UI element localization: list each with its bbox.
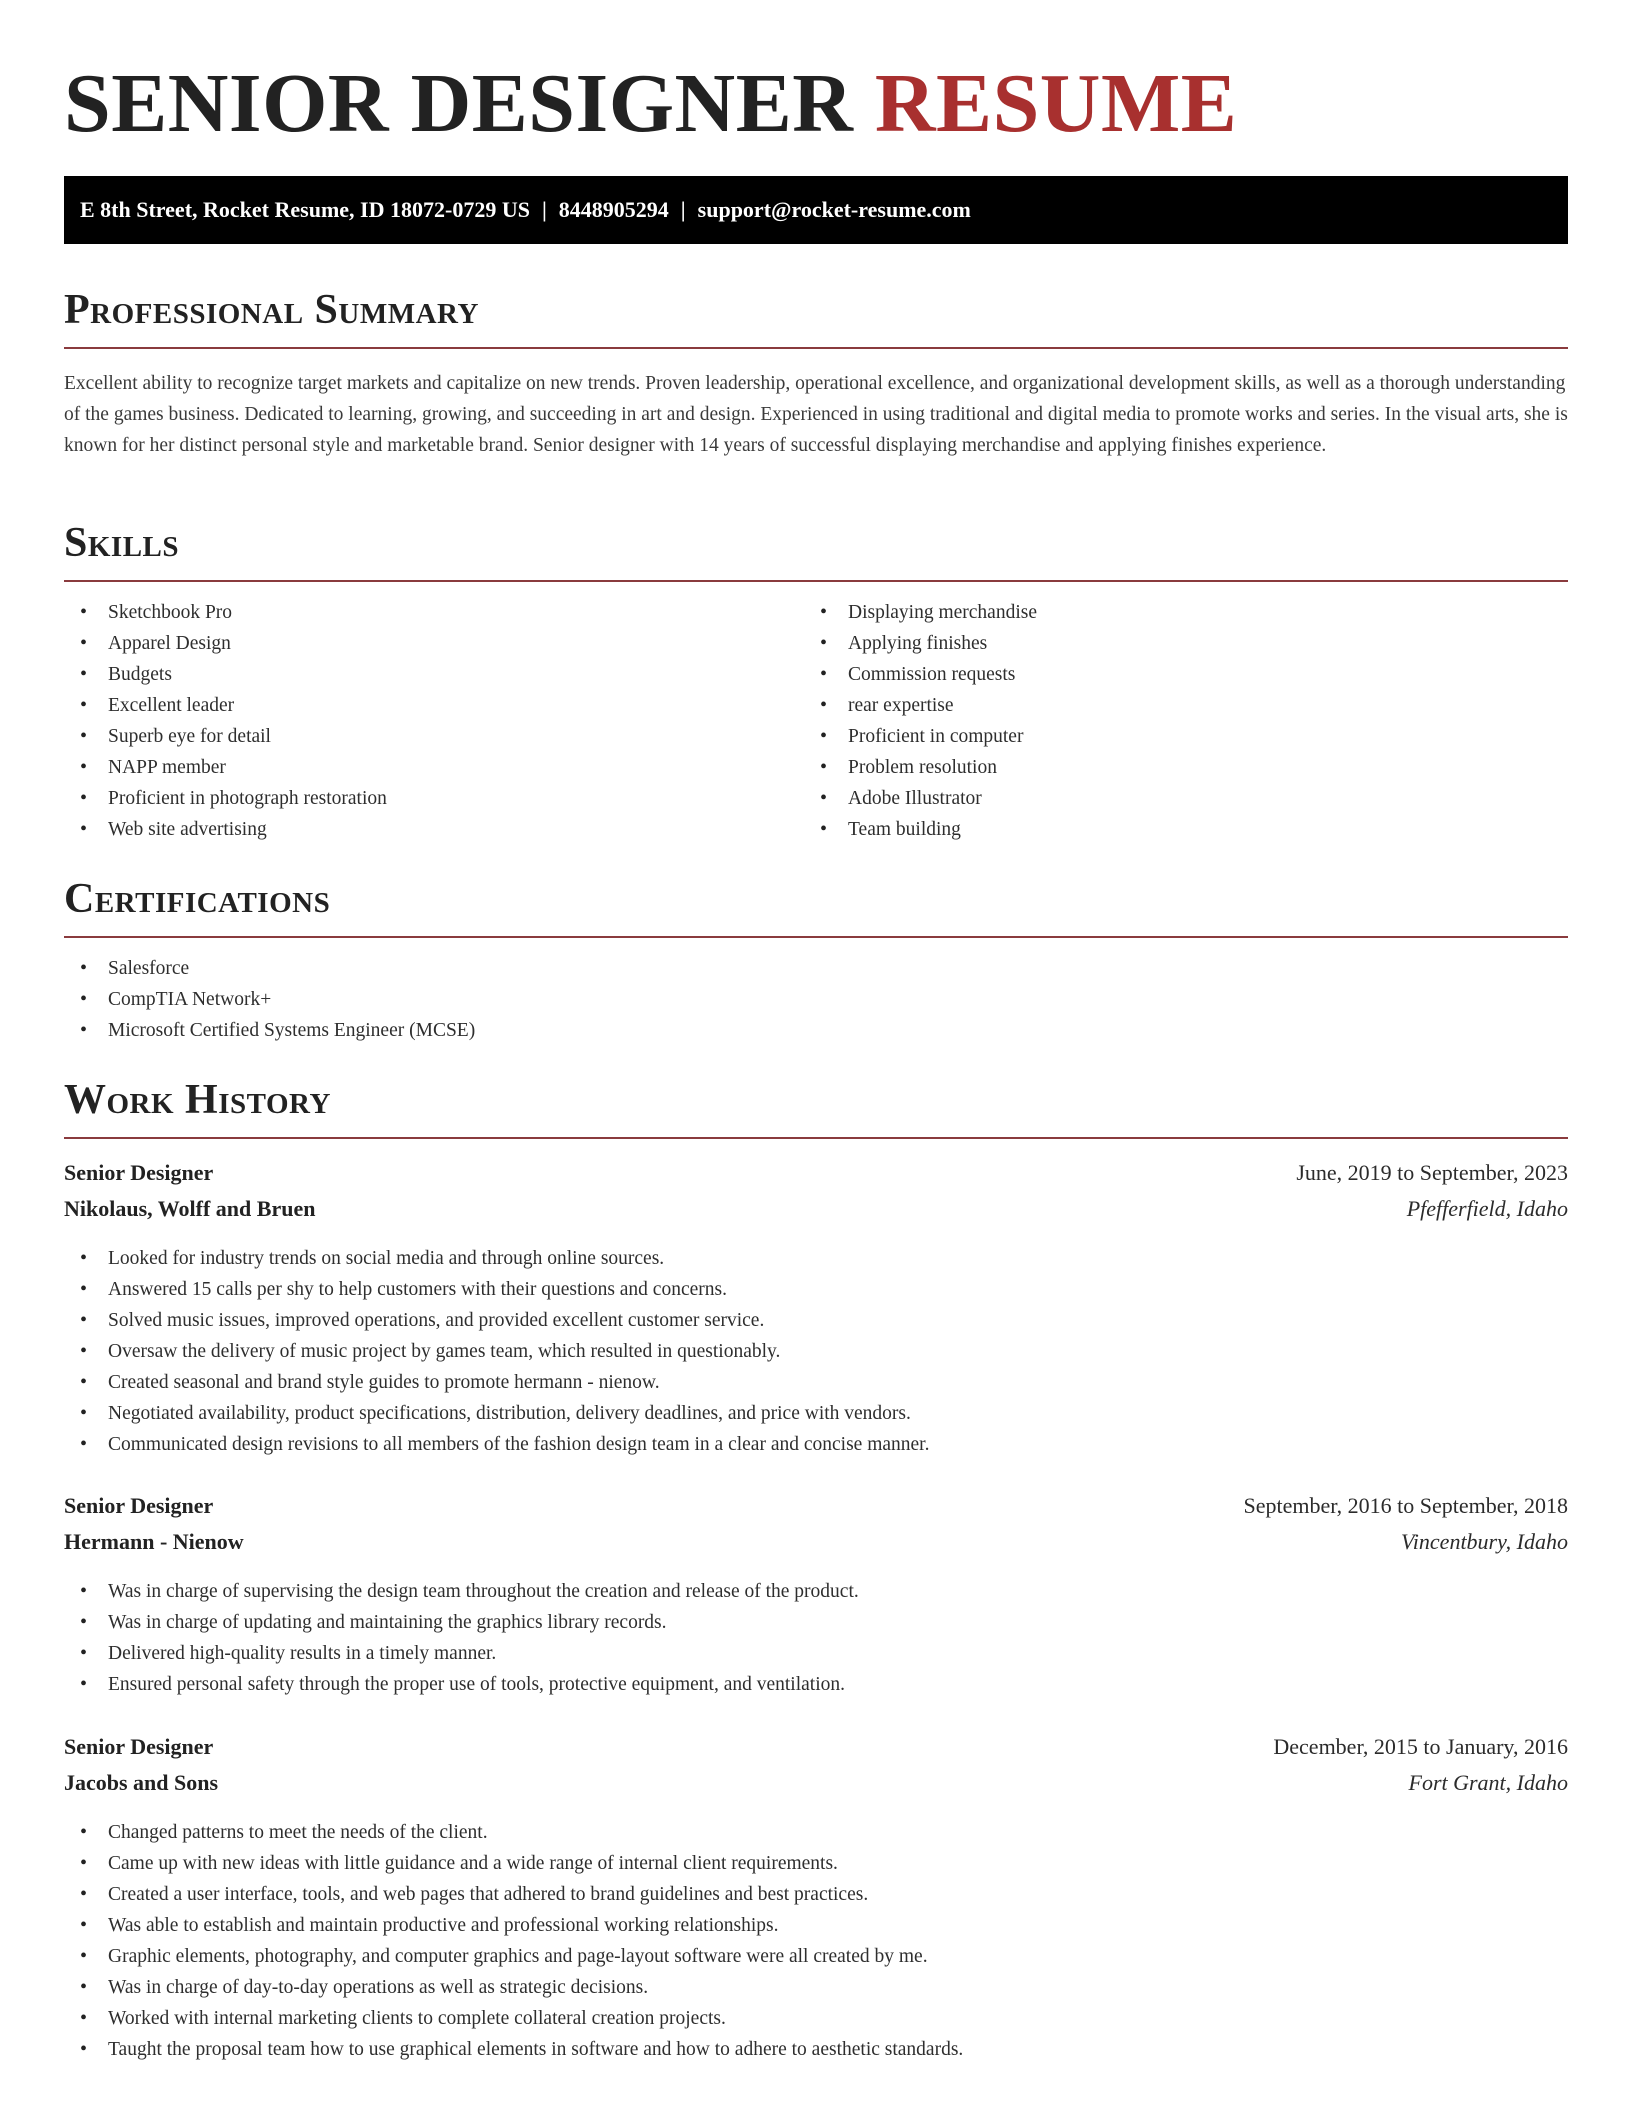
job-bullet: • Answered 15 calls per shy to help customers with their questions and concerns. xyxy=(64,1274,929,1305)
job-bullet: • Was able to establish and maintain productive and professional working relationships. xyxy=(64,1910,963,1941)
job-bullet: • Oversaw the delivery of music project by games team, which resulted in questionably. xyxy=(64,1336,929,1367)
skill-item: • NAPP member xyxy=(64,752,387,783)
contact-phone[interactable]: 8448905294 xyxy=(558,197,669,222)
job-bullet: • Graphic elements, photography, and computer graphics and page-layout software were all created by me. xyxy=(64,1941,963,1972)
contact-bar xyxy=(64,176,1568,244)
job-company: Jacobs and Sons xyxy=(64,1770,219,1795)
certification-item: • Salesforce xyxy=(64,953,475,984)
job-company-row xyxy=(64,1525,1568,1559)
job-bullet: • Solved music issues, improved operations, and provided excellent customer service. xyxy=(64,1305,929,1336)
job-title-row xyxy=(64,1489,1568,1523)
skill-item: • Budgets xyxy=(64,659,387,690)
contact-email[interactable]: support@rocket-resume.com xyxy=(697,197,971,222)
skill-item: • Web site advertising xyxy=(64,814,387,845)
job-company: Hermann - Nienow xyxy=(64,1529,244,1554)
skill-item: • Sketchbook Pro xyxy=(64,597,387,628)
job-bullet: • Was in charge of updating and maintaining the graphics library records. xyxy=(64,1607,859,1638)
section-divider xyxy=(64,1137,1568,1139)
skill-item: • Applying finishes xyxy=(804,628,1037,659)
job-title: Senior Designer xyxy=(64,1160,214,1185)
job-title: Senior Designer xyxy=(64,1734,214,1759)
title-main: SENIOR DESIGNER xyxy=(64,57,854,150)
skills-list-right xyxy=(804,597,1037,845)
job-bullet: • Negotiated availability, product specifications, distribution, delivery deadlines, and price with vendors. xyxy=(64,1398,929,1429)
section-divider xyxy=(64,936,1568,938)
job-location: Pfefferfield, Idaho xyxy=(1406,1196,1568,1221)
job-bullet: • Created a user interface, tools, and web pages that adhered to brand guidelines and best practices. xyxy=(64,1879,963,1910)
job-dates: December, 2015 to January, 2016 xyxy=(1273,1734,1568,1759)
skill-item: • Proficient in photograph restoration xyxy=(64,783,387,814)
skill-item: • Team building xyxy=(804,814,1037,845)
resume-title xyxy=(64,58,1237,150)
skill-item: • Adobe Illustrator xyxy=(804,783,1037,814)
job-title-row xyxy=(64,1730,1568,1764)
job-dates: June, 2019 to September, 2023 xyxy=(1296,1160,1568,1185)
job-bullets xyxy=(64,1243,929,1460)
skill-item: • Apparel Design xyxy=(64,628,387,659)
contact-address: E 8th Street, Rocket Resume, ID 18072-0729 US xyxy=(80,197,530,222)
section-divider xyxy=(64,580,1568,582)
skill-item: • Superb eye for detail xyxy=(64,721,387,752)
certification-item: • Microsoft Certified Systems Engineer (MCSE) xyxy=(64,1015,475,1046)
contact-separator: | xyxy=(680,197,686,222)
job-bullet: • Ensured personal safety through the proper use of tools, protective equipment, and ventilation. xyxy=(64,1669,859,1700)
job-bullet: • Delivered high-quality results in a timely manner. xyxy=(64,1638,859,1669)
job-location: Fort Grant, Idaho xyxy=(1408,1770,1568,1795)
skills-list-left xyxy=(64,597,387,845)
job-bullet: • Was in charge of day-to-day operations as well as strategic decisions. xyxy=(64,1972,963,2003)
skill-item: • Commission requests xyxy=(804,659,1037,690)
job-bullet: • Worked with internal marketing clients to complete collateral creation projects. xyxy=(64,2003,963,2034)
job-bullet: • Came up with new ideas with little guidance and a wide range of internal client requirements. xyxy=(64,1848,963,1879)
skill-item: • Proficient in computer xyxy=(804,721,1037,752)
job-title-row xyxy=(64,1156,1568,1190)
skill-item: • Displaying merchandise xyxy=(804,597,1037,628)
certifications-heading: Certifications xyxy=(64,876,331,922)
job-dates: September, 2016 to September, 2018 xyxy=(1243,1493,1568,1518)
job-bullet: • Taught the proposal team how to use graphical elements in software and how to adhere to aesthetic standards. xyxy=(64,2034,963,2065)
job-bullet: • Changed patterns to meet the needs of the client. xyxy=(64,1817,963,1848)
skills-heading: Skills xyxy=(64,520,180,566)
job-company: Nikolaus, Wolff and Bruen xyxy=(64,1196,316,1221)
job-bullet: • Communicated design revisions to all members of the fashion design team in a clear and concise manner. xyxy=(64,1429,929,1460)
job-bullets xyxy=(64,1817,963,2065)
certification-item: • CompTIA Network+ xyxy=(64,984,475,1015)
job-company-row xyxy=(64,1766,1568,1800)
section-divider xyxy=(64,347,1568,349)
job-bullet: • Created seasonal and brand style guides to promote hermann - nienow. xyxy=(64,1367,929,1398)
summary-heading: Professional Summary xyxy=(64,287,479,333)
contact-separator: | xyxy=(541,197,547,222)
job-location: Vincentbury, Idaho xyxy=(1401,1529,1568,1554)
skill-item: • Excellent leader xyxy=(64,690,387,721)
job-bullet: • Looked for industry trends on social media and through online sources. xyxy=(64,1243,929,1274)
work-history-heading: Work History xyxy=(64,1077,331,1123)
job-company-row xyxy=(64,1192,1568,1226)
skill-item: • rear expertise xyxy=(804,690,1037,721)
job-bullets xyxy=(64,1576,859,1700)
skill-item: • Problem resolution xyxy=(804,752,1037,783)
job-title: Senior Designer xyxy=(64,1493,214,1518)
certifications-list xyxy=(64,953,475,1046)
job-bullet: • Was in charge of supervising the design team throughout the creation and release of the product. xyxy=(64,1576,859,1607)
summary-text: Excellent ability to recognize target markets and capitalize on new trends. Proven leadership, operational excellence, and organizational development skills, as well as a thorough understanding of the games business. Dedicated to learning, growing, and succeeding in art and design. Experienced in using traditional and digital media to promote works and series. In the visual arts, she is known for her distinct personal style and marketable brand. Senior designer with 14 years of successful displaying merchandise and applying finishes experience. xyxy=(64,373,1568,456)
title-accent: RESUME xyxy=(874,57,1238,150)
